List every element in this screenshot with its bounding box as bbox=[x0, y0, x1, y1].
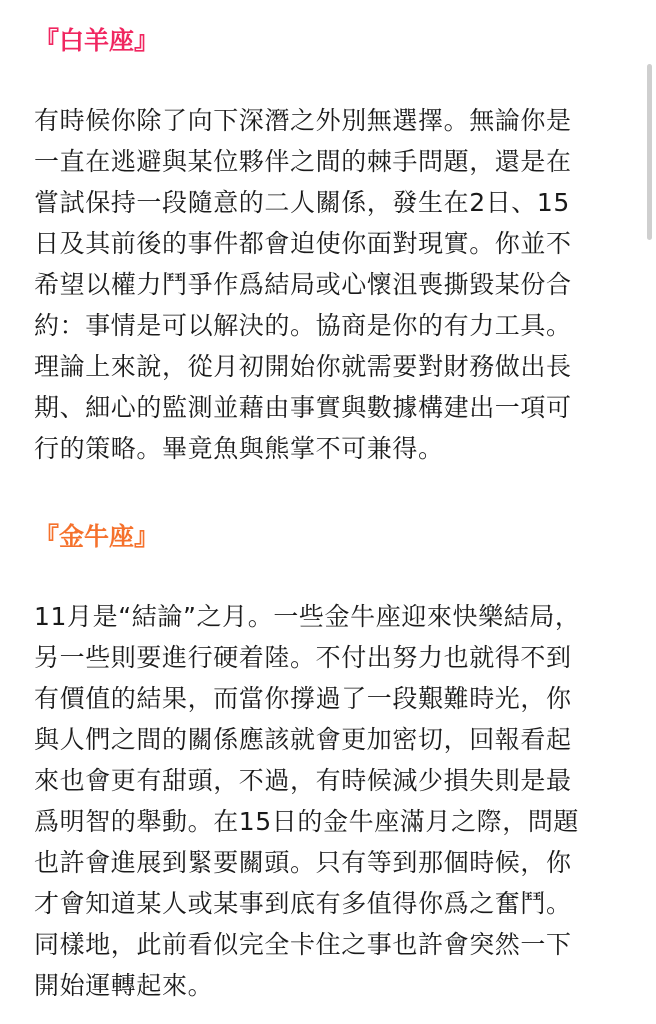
text-line: 日及其前後的事件都會迫使你面對現實。你並不 bbox=[34, 229, 572, 258]
text-line: 來也會更有甜頭，不過，有時候減少損失則是最 bbox=[34, 766, 572, 795]
text-line: 開始運轉起來。 bbox=[34, 971, 214, 1000]
text-line: 另一些則要進行硬着陸。不付出努力也就得不到 bbox=[34, 643, 572, 672]
paragraph-aries bbox=[34, 100, 634, 469]
text-line: 嘗試保持一段隨意的二人關係，發生在2日、15 bbox=[34, 188, 570, 217]
text-line: 同樣地，此前看似完全卡住之事也許會突然一下 bbox=[34, 930, 572, 959]
section-heading-taurus: 『金牛座』 bbox=[34, 522, 160, 551]
text-line: 期、細心的監測並藉由事實與數據構建出一項可 bbox=[34, 393, 572, 422]
text-line: 約：事情是可以解決的。協商是你的有力工具。 bbox=[34, 311, 572, 340]
text-line: 理論上來說，從月初開始你就需要對財務做出長 bbox=[34, 352, 572, 381]
text-line: 有價值的結果，而當你撐過了一段艱難時光，你 bbox=[34, 684, 572, 713]
section-heading-aries: 『白羊座』 bbox=[34, 26, 160, 55]
text-line: 爲明智的舉動。在15日的金牛座滿月之際，問題 bbox=[34, 807, 580, 836]
text-line: 也許會進展到緊要關頭。只有等到那個時候，你 bbox=[34, 848, 572, 877]
text-line: 11月是“結論”之月。一些金牛座迎來快樂結局， bbox=[34, 602, 581, 631]
text-line: 希望以權力鬥爭作爲結局或心懷沮喪撕毀某份合 bbox=[34, 270, 572, 299]
scrollbar-thumb[interactable] bbox=[647, 64, 652, 240]
text-line: 才會知道某人或某事到底有多值得你爲之奮鬥。 bbox=[34, 889, 572, 918]
text-line: 有時候你除了向下深潛之外別無選擇。無論你是 bbox=[34, 106, 572, 135]
text-line: 一直在逃避與某位夥伴之間的棘手問題，還是在 bbox=[34, 147, 572, 176]
paragraph-taurus bbox=[34, 596, 634, 1006]
text-line: 與人們之間的關係應該就會更加密切，回報看起 bbox=[34, 725, 572, 754]
text-line: 行的策略。畢竟魚與熊掌不可兼得。 bbox=[34, 434, 444, 463]
